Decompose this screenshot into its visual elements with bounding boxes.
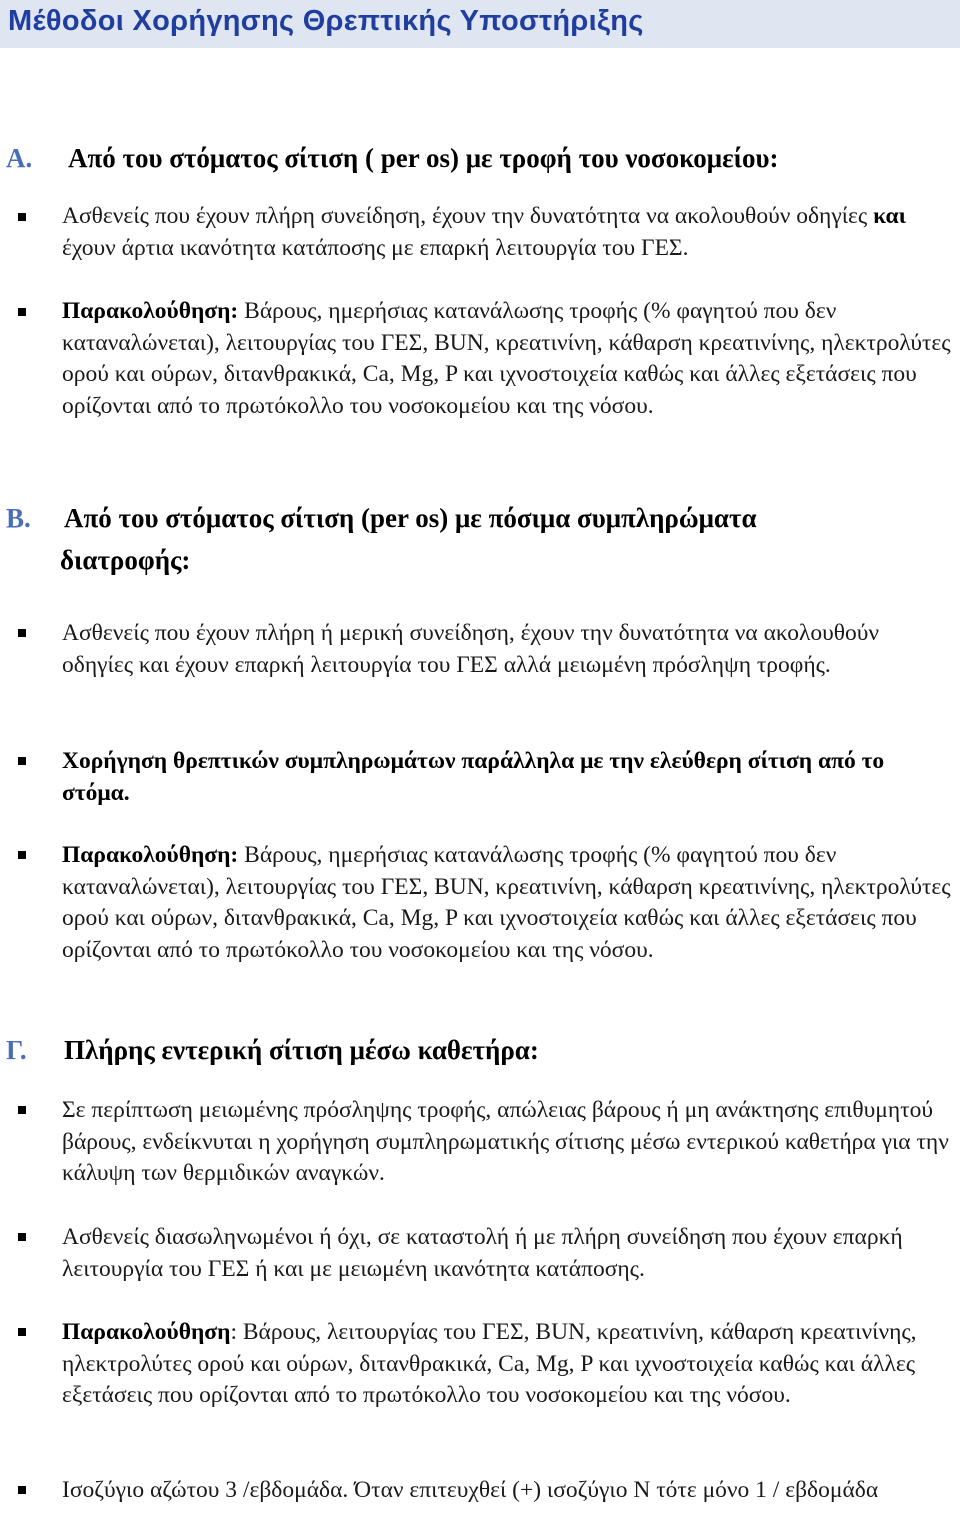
section-b-letter: Β. (6, 503, 31, 533)
section-c-title: Πλήρης εντερική σίτιση μέσω καθετήρα: (64, 1035, 539, 1065)
section-b-heading (6, 498, 956, 578)
section-c-item-1: Σε περίπτωση μειωμένης πρόσληψης τροφής, απώλειας βάρους ή μη ανάκτησης επιθυμητού βάρους, ενδείκνυται η χορήγηση συμπληρωματικής σίτισης μέσω εντερικού καθετήρα για την κάλυψη των θερμιδικών αναγκών. (62, 1097, 949, 1186)
section-c-item-4: Ισοζύγιο αζώτου 3 /εβδομάδα. Όταν επιτευχθεί (+) ισοζύγιο Ν τότε μόνο 1 / εβδομάδα (62, 1477, 879, 1503)
section-a-item-1: Ασθενείς που έχουν πλήρη συνείδηση, έχουν την δυνατότητα να ακολουθούν οδηγίες και έχουν άρτια ικανότητα κατάποσης με επαρκή λειτουργία του ΓΕΣ. (62, 203, 906, 261)
square-bullet-icon (18, 629, 26, 637)
section-b-item-2: Χορήγηση θρεπτικών συμπληρωμάτων παράλληλα με την ελεύθερη σίτιση από το στόμα. (62, 748, 885, 806)
section-c-item-3: Παρακολούθηση: Βάρους, λειτουργίας του ΓΕΣ, BUN, κρεατινίνη, κάθαρση κρεατινίνης, ηλεκτρολύτες ορού και ούρων, διτανθρακικά, Ca, Mg, P και ιχνοστοιχεία καθώς και άλλες εξετάσεις που ορίζονται από το πρωτόκολλο του νοσοκομείου και της νόσου. (62, 1319, 917, 1408)
section-b-item-3: Παρακολούθηση: Βάρους, ημερήσιας κατανάλωσης τροφής (% φαγητού που δεν καταναλώνεται), λειτουργίας του ΓΕΣ, BUN, κρεατινίνη, κάθαρση κρεατινίνης, ηλεκτρολύτες ορού και ούρων, διτανθρακικά, Ca, Mg, P και ιχνοστοιχεία καθώς και άλλες εξετάσεις που ορίζονται από το πρωτόκολλο του νοσοκομείου και της νόσου. (62, 842, 951, 963)
square-bullet-icon (18, 851, 26, 859)
section-b-title-line2: διατροφής: (60, 545, 191, 575)
section-b-title-line1: Από του στόματος σίτιση (per os) με πόσιμα συμπληρώματα (64, 503, 757, 533)
section-a-heading (6, 138, 956, 178)
section-a-item-2: Παρακολούθηση: Βάρους, ημερήσιας κατανάλωσης τροφής (% φαγητού που δεν καταναλώνεται), λειτουργίας του ΓΕΣ, BUN, κρεατινίνη, κάθαρση κρεατινίνης, ηλεκτρολύτες ορού και ούρων, διτανθρακικά, Ca, Mg, P και ιχνοστοιχεία καθώς και άλλες εξετάσεις που ορίζονται από το πρωτόκολλο του νοσοκομείου και της νόσου. (62, 298, 951, 419)
section-c-letter: Γ. (6, 1035, 27, 1065)
title-bar (0, 0, 960, 48)
section-a-letter: Α. (6, 143, 33, 173)
section-b-item-1: Ασθενείς που έχουν πλήρη ή μερική συνείδηση, έχουν την δυνατότητα να ακολουθούν οδηγίες και έχουν επαρκή λειτουργία του ΓΕΣ αλλά μειωμένη πρόσληψη τροφής. (62, 620, 880, 678)
square-bullet-icon (18, 1486, 26, 1494)
section-a-title: Από του στόματος σίτιση ( per os) με τροφή του νοσοκομείου: (68, 143, 779, 173)
square-bullet-icon (18, 1233, 26, 1241)
square-bullet-icon (18, 308, 26, 316)
square-bullet-icon (18, 213, 26, 221)
section-c-heading (6, 1030, 956, 1070)
square-bullet-icon (18, 757, 26, 765)
square-bullet-icon (18, 1328, 26, 1336)
page-title: Μέθοδοι Χορήγησης Θρεπτικής Υποστήριξης (8, 5, 644, 37)
square-bullet-icon (18, 1106, 26, 1114)
section-c-item-2: Ασθενείς διασωληνωμένοι ή όχι, σε καταστολή ή με πλήρη συνείδηση που έχουν επαρκή λειτουργία του ΓΕΣ ή και με μειωμένη ικανότητα κατάποσης. (62, 1224, 903, 1282)
